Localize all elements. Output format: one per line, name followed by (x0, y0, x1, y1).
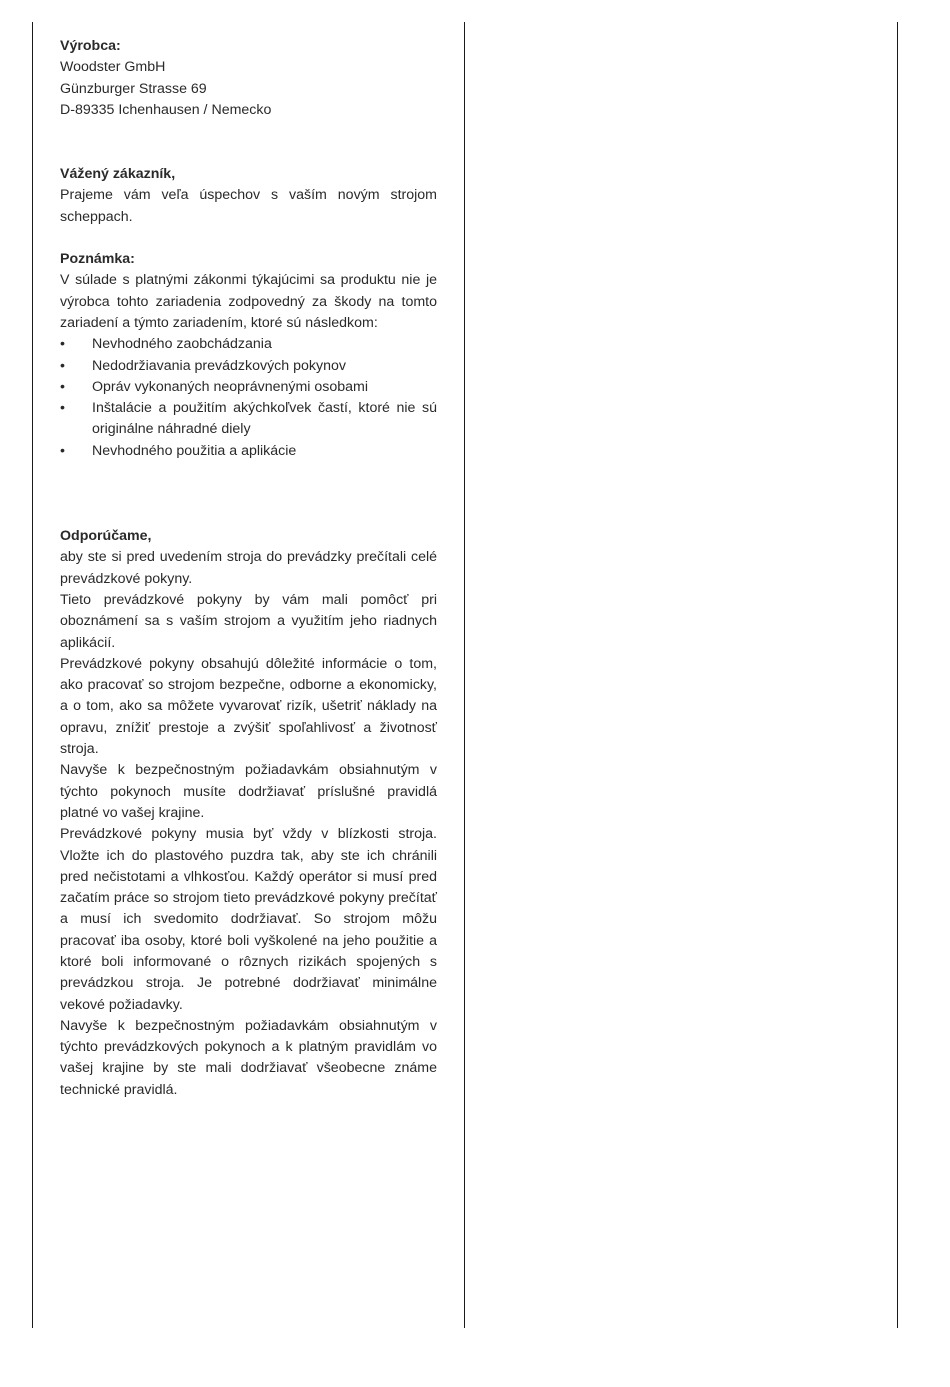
right-margin-rule (897, 22, 898, 1328)
bullet-icon: • (60, 378, 65, 395)
recommend-section (60, 526, 437, 1101)
bullet-icon: • (60, 400, 65, 417)
left-text-column (60, 36, 437, 1101)
recommend-paragraph: Prevádzkové pokyny obsahujú dôležité informácie o tom, ako pracovať so strojom bezpečne, odborne a ekonomicky, a o tom, ako sa môžete vyvarovať rizík, ušetriť náklady na opravu, znížiť prestoje a zvýšiť spoľahlivosť a životnosť stroja. (60, 655, 437, 758)
manufacturer-heading: Výrobca: (60, 38, 121, 54)
manufacturer-section (60, 36, 437, 121)
bullet-icon: • (60, 442, 65, 459)
recommend-paragraph: Tieto prevádzkové pokyny by vám mali pomôcť pri oboznámení sa s vaším strojom a využitím jeho riadnych aplikácií. (60, 591, 437, 651)
manufacturer-name: Woodster GmbH (60, 59, 166, 76)
greeting-section (60, 164, 437, 228)
column-divider-rule (464, 22, 465, 1328)
note-bullet-list (60, 334, 437, 462)
manufacturer-city: D-89335 Ichenhausen / Nemecko (60, 101, 272, 118)
list-item: • Opráv vykonaných neoprávnenými osobami (60, 377, 437, 398)
recommend-paragraph: Prevádzkové pokyny musia byť vždy v blízkosti stroja. Vložte ich do plastového puzdra tak, aby ste ich chránili pred nečistotami a vlhkosťou. Každý operátor si musí pred začatím práce so strojom tieto prevádzkové pokyny prečítať a musí ich svedomito dodržiavať. So strojom môžu pracovať iba osoby, ktoré boli vyškolené na jeho použitie a ktoré boli informované o rôznych rizikách spojených s prevádzkou stroja. Je potrebné dodržiavať minimálne vekové požiadavky. (60, 826, 437, 1013)
note-heading: Poznámka: (60, 251, 135, 268)
list-item: • Nedodržiavania prevádzkových pokynov (60, 356, 437, 377)
manufacturer-street: Günzburger Strasse 69 (60, 80, 207, 97)
list-item: • Nevhodného zaobchádzania (60, 334, 437, 355)
note-section (60, 249, 437, 462)
list-item: • Nevhodného použitia a aplikácie (60, 441, 437, 462)
list-item: • Inštalácie a použitím akýchkoľvek častí, ktoré nie sú originálne náhradné diely (60, 400, 437, 438)
note-text: V súlade s platnými zákonmi týkajúcimi sa produktu nie je výrobca tohto zariadenia zodpovedný za škody na tomto zariadení a týmto zariadením, ktoré sú následkom: (60, 272, 437, 331)
greeting-text: Prajeme vám veľa úspechov s vaším novým strojom scheppach. (60, 187, 437, 225)
recommend-paragraph: aby ste si pred uvedením stroja do prevádzky prečítali celé prevádzkové pokyny. (60, 549, 437, 587)
bullet-icon: • (60, 357, 65, 374)
recommend-heading: Odporúčame, (60, 528, 152, 545)
bullet-icon: • (60, 336, 65, 353)
greeting-heading: Vážený zákazník, (60, 166, 176, 183)
left-margin-rule (32, 22, 33, 1328)
recommend-paragraph: Navyše k bezpečnostným požiadavkám obsiahnutým v týchto prevádzkových pokynoch a k platným pravidlám vo vašej krajine by ste mali dodržiavať všeobecne známe technické pravidlá. (60, 1017, 437, 1098)
recommend-paragraph: Navyše k bezpečnostným požiadavkám obsiahnutým v týchto pokynoch musíte dodržiavať príslušné pravidlá platné vo vašej krajine. (60, 762, 437, 821)
